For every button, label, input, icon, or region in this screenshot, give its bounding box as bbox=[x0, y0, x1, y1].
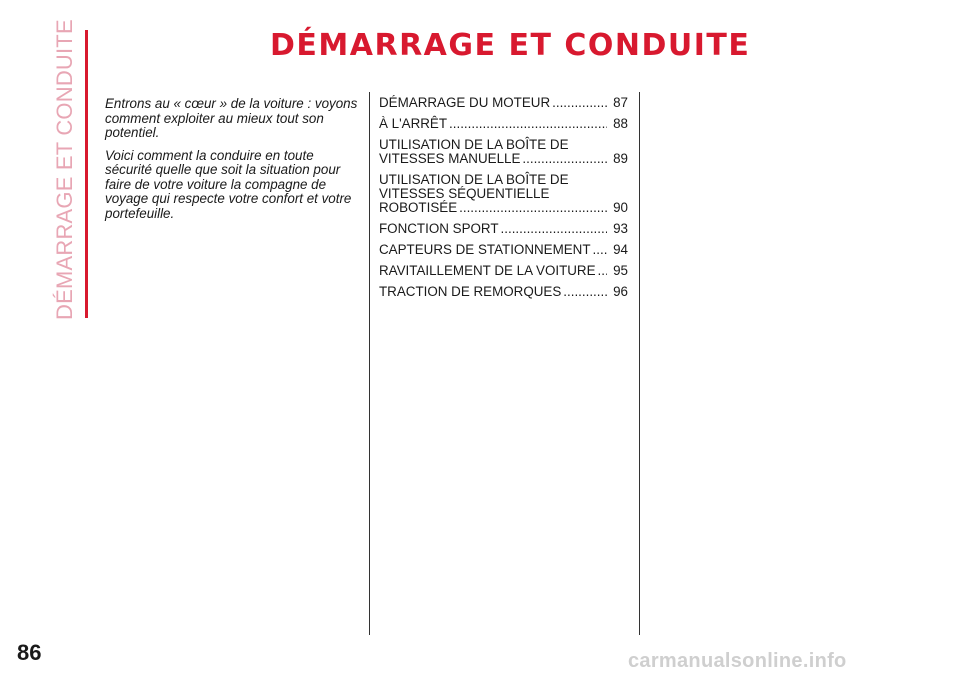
toc-entry-title: ROBOTISÉE bbox=[379, 200, 458, 215]
toc-entry[interactable] bbox=[379, 138, 628, 166]
toc-entry[interactable] bbox=[379, 243, 628, 257]
toc-page-number: 95 bbox=[613, 263, 628, 278]
toc-entry[interactable] bbox=[379, 96, 628, 110]
column-divider-left bbox=[369, 92, 370, 635]
toc-entry-title: CAPTEURS DE STATIONNEMENT bbox=[379, 242, 591, 257]
toc-entry-title: DÉMARRAGE DU MOTEUR bbox=[379, 95, 551, 110]
side-section-title: DÉMARRAGE ET CONDUITE bbox=[52, 19, 77, 320]
toc-page-number: 88 bbox=[613, 116, 628, 131]
toc-leader-dots bbox=[593, 243, 608, 257]
toc-leader-dots bbox=[563, 285, 607, 299]
toc-entry[interactable] bbox=[379, 173, 628, 215]
toc-leader-dots bbox=[552, 96, 607, 110]
toc-entry[interactable] bbox=[379, 117, 628, 131]
toc-leader-dots bbox=[449, 117, 607, 131]
toc-page-number: 96 bbox=[613, 284, 628, 299]
toc-page-number: 89 bbox=[613, 151, 628, 166]
toc-entry-title: RAVITAILLEMENT DE LA VOITURE bbox=[379, 263, 596, 278]
toc-leader-dots bbox=[501, 222, 608, 236]
intro-paragraph: Voici comment la conduire en toute sécurité quelle que soit la situation pour faire de votre voiture la compagne de voyage qui respecte votre confort et votre portefeuille. bbox=[105, 147, 352, 221]
toc-page-number: 90 bbox=[613, 200, 628, 215]
watermark: carmanualsonline.info bbox=[628, 650, 847, 672]
column-divider-right bbox=[639, 92, 640, 635]
toc-page-number: 93 bbox=[613, 221, 628, 236]
toc-leader-dots bbox=[459, 201, 607, 215]
toc-entry-title: VITESSES SÉQUENTIELLE bbox=[379, 186, 550, 201]
toc-entry[interactable] bbox=[379, 222, 628, 236]
toc-entry-title: À L'ARRÊT bbox=[379, 116, 448, 131]
page-number: 86 bbox=[17, 640, 42, 665]
toc-entry[interactable] bbox=[379, 264, 628, 278]
toc-entry-title: VITESSES MANUELLE bbox=[379, 151, 521, 166]
toc-entry-title: UTILISATION DE LA BOÎTE DE bbox=[379, 172, 569, 187]
side-accent-rule bbox=[85, 30, 88, 318]
toc-entry-title: FONCTION SPORT bbox=[379, 221, 499, 236]
page-title: DÉMARRAGE ET CONDUITE bbox=[270, 28, 751, 63]
table-of-contents bbox=[379, 96, 628, 306]
toc-leader-dots bbox=[598, 264, 608, 278]
toc-page-number: 94 bbox=[613, 242, 628, 257]
intro-paragraph: Entrons au « cœur » de la voiture : voyons comment exploiter au mieux tout son potentiel. bbox=[105, 96, 358, 140]
toc-entry[interactable] bbox=[379, 285, 628, 299]
intro-text bbox=[105, 97, 360, 229]
toc-page-number: 87 bbox=[613, 95, 628, 110]
toc-entry-title: UTILISATION DE LA BOÎTE DE bbox=[379, 137, 569, 152]
toc-entry-title: TRACTION DE REMORQUES bbox=[379, 284, 562, 299]
toc-leader-dots bbox=[522, 152, 607, 166]
